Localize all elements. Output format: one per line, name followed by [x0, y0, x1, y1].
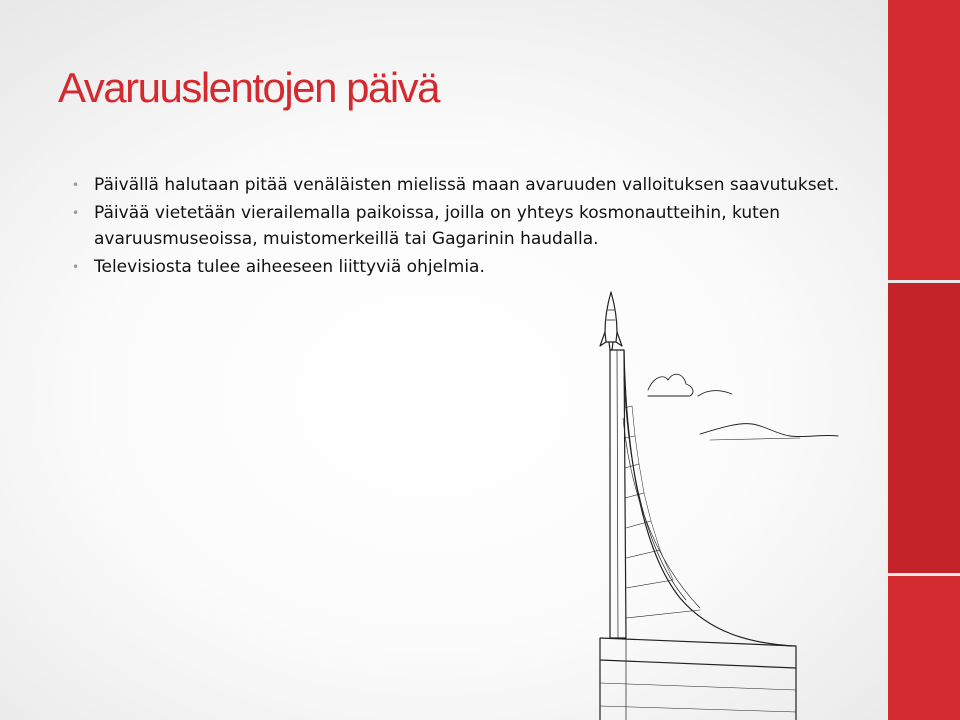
bullet-text: Päivällä halutaan pitää venäläisten mielissä maan avaruuden valloituksen saavutukset. — [94, 175, 840, 195]
bullet-dot: • — [72, 178, 80, 192]
monument-base — [600, 638, 796, 720]
bullet-item — [72, 254, 872, 280]
accent-bar — [888, 0, 960, 720]
bullet-dot: • — [72, 206, 80, 220]
accent-divider — [888, 280, 960, 283]
bullet-item — [72, 172, 872, 198]
bullet-list — [72, 172, 872, 282]
rocket-monument-sketch — [560, 288, 880, 720]
rocket-icon — [600, 292, 622, 350]
accent-segment-bottom — [888, 575, 960, 720]
slide-title: Avaruuslentojen päivä — [58, 64, 440, 111]
bullet-dot: • — [72, 260, 80, 274]
bullet-text: Päivää vietetään vierailemalla paikoissa, joilla on yhteys kosmonautteihin, kuten avaruusmuseoissa, muistomerkeillä tai Gagarinin haudalla. — [94, 203, 780, 249]
bullet-item — [72, 200, 872, 252]
accent-segment-middle — [888, 282, 960, 575]
accent-segment-top — [888, 0, 960, 282]
accent-divider — [888, 573, 960, 576]
bullet-text: Televisiosta tulee aiheeseen liittyviä ohjelmia. — [94, 257, 485, 277]
cloud-sketch — [648, 374, 838, 440]
